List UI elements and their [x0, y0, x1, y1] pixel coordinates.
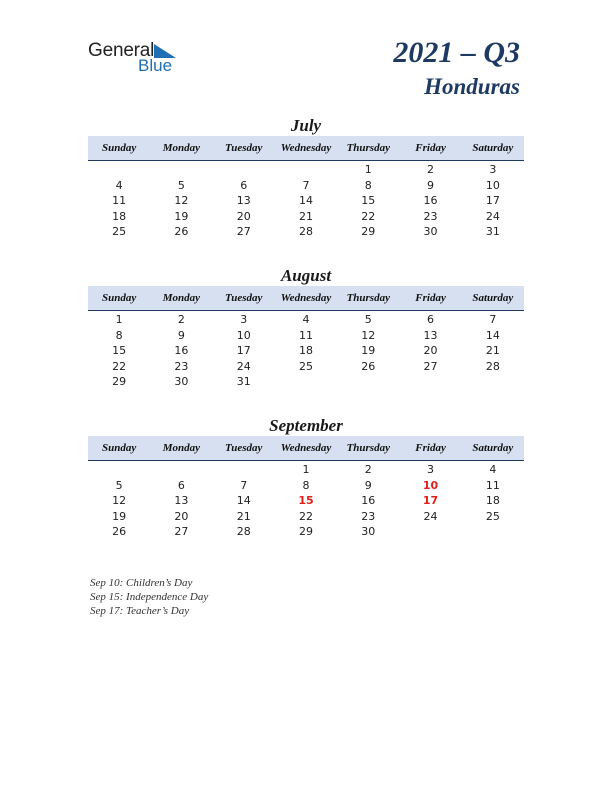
date-cell: 16	[423, 194, 438, 207]
date-cell: 19	[174, 209, 189, 223]
date-cell: 18	[298, 344, 313, 357]
date-cell: 19	[361, 344, 376, 357]
week-row	[88, 478, 524, 494]
date-cell: 10	[485, 178, 500, 192]
weekday-label: Wednesday	[280, 292, 332, 304]
date-cell: 3	[427, 463, 435, 476]
date-cell: 30	[361, 525, 376, 538]
date-cell: 17	[485, 194, 500, 207]
date-cell: 27	[174, 525, 189, 538]
week-row	[88, 359, 524, 375]
date-cell: 8	[302, 478, 310, 492]
date-cell: 4	[489, 463, 497, 476]
date-cell: 21	[298, 209, 313, 223]
week-row	[88, 462, 524, 478]
date-cell: 17	[236, 344, 251, 357]
date-cell: 31	[485, 225, 500, 238]
date-cell: 31	[236, 375, 251, 388]
weekday-label: Thursday	[346, 442, 390, 454]
holiday-date-cell: 10	[422, 478, 439, 492]
date-cell: 12	[361, 328, 376, 342]
date-cell: 20	[236, 209, 251, 223]
generalblue-logo	[88, 40, 188, 76]
date-cell: 7	[240, 478, 248, 492]
date-cell: 3	[240, 313, 248, 326]
weekday-label: Thursday	[346, 292, 390, 304]
date-cell: 27	[423, 359, 438, 373]
date-cell: 7	[302, 178, 310, 192]
date-cell: 8	[115, 328, 123, 342]
empty-cell	[462, 524, 524, 540]
page-title: 2021 – Q3	[393, 36, 520, 69]
week-row	[88, 178, 524, 194]
empty-cell	[462, 374, 524, 390]
date-cell: 2	[177, 313, 185, 326]
weekday-label: Tuesday	[224, 142, 263, 154]
date-cell: 28	[485, 359, 500, 373]
date-cell: 16	[361, 494, 376, 507]
date-cell: 20	[174, 509, 189, 523]
date-cell: 23	[174, 359, 189, 373]
date-cell: 9	[364, 478, 372, 492]
date-cell: 27	[236, 225, 251, 238]
weekday-label: Friday	[415, 442, 446, 454]
date-cell: 22	[298, 509, 313, 523]
date-cell: 28	[236, 525, 251, 538]
empty-cell	[399, 524, 461, 540]
week-row	[88, 224, 524, 240]
month-name: July	[290, 116, 322, 135]
date-cell: 5	[364, 313, 372, 326]
date-cell: 9	[427, 178, 435, 192]
week-row	[88, 328, 524, 344]
date-cell: 13	[174, 494, 189, 507]
date-cell: 14	[485, 328, 500, 342]
date-cell: 4	[115, 178, 123, 192]
date-cell: 25	[485, 509, 500, 523]
date-cell: 5	[115, 478, 123, 492]
week-row	[88, 193, 524, 209]
weekday-label: Tuesday	[224, 292, 263, 304]
date-cell: 21	[485, 344, 500, 357]
empty-cell	[213, 462, 275, 478]
holiday-date-cell: 15	[298, 494, 314, 507]
week-row	[88, 343, 524, 359]
date-cell: 12	[112, 494, 127, 507]
week-row	[88, 493, 524, 509]
empty-cell	[88, 162, 150, 178]
date-cell: 28	[298, 225, 313, 238]
date-cell: 6	[177, 478, 185, 492]
date-cell: 24	[236, 359, 251, 373]
holiday-note: Sep 17: Teacher’s Day	[90, 605, 190, 617]
weekday-label: Sunday	[102, 442, 137, 454]
logo-word-blue: Blue	[138, 56, 173, 75]
date-cell: 23	[361, 509, 376, 523]
date-cell: 13	[423, 328, 438, 342]
date-cell: 12	[174, 194, 189, 207]
weekday-label: Saturday	[472, 292, 514, 304]
date-cell: 18	[112, 209, 127, 223]
weekday-header-row	[88, 136, 524, 161]
weekday-label: Saturday	[472, 142, 514, 154]
month-block-july	[88, 116, 524, 240]
empty-cell	[337, 374, 399, 390]
date-cell: 8	[364, 178, 372, 192]
date-cell: 22	[112, 359, 127, 373]
date-cell: 10	[236, 328, 251, 342]
date-cell: 26	[112, 525, 127, 538]
weekday-header-row	[88, 436, 524, 461]
holiday-note: Sep 10: Children’s Day	[90, 577, 193, 589]
empty-cell	[399, 374, 461, 390]
date-cell: 29	[112, 375, 127, 388]
date-cell: 19	[112, 509, 127, 523]
date-cell: 6	[427, 313, 435, 326]
date-cell: 26	[361, 359, 376, 373]
month-name: September	[269, 416, 343, 435]
empty-cell	[213, 162, 275, 178]
holiday-note: Sep 15: Independence Day	[90, 591, 209, 603]
week-row	[88, 524, 524, 540]
date-cell: 7	[489, 313, 497, 326]
date-cell: 25	[112, 225, 127, 238]
month-name: August	[280, 266, 332, 285]
weekday-label: Sunday	[102, 292, 137, 304]
weekday-label: Friday	[415, 292, 446, 304]
date-cell: 1	[115, 313, 123, 326]
date-cell: 11	[298, 328, 313, 342]
weekday-label: Thursday	[346, 142, 390, 154]
date-cell: 29	[298, 525, 313, 538]
date-cell: 15	[361, 194, 376, 207]
date-cell: 24	[485, 209, 500, 223]
weekday-header-row	[88, 286, 524, 311]
weekday-label: Monday	[162, 442, 201, 454]
weekday-label: Sunday	[102, 142, 137, 154]
weekday-label: Monday	[162, 292, 201, 304]
date-cell: 23	[423, 209, 438, 223]
empty-cell	[150, 462, 212, 478]
week-row	[88, 509, 524, 525]
date-cell: 15	[112, 344, 127, 357]
weekday-label: Wednesday	[280, 442, 332, 454]
holiday-notes	[90, 576, 208, 618]
empty-cell	[150, 162, 212, 178]
weekday-label: Tuesday	[224, 442, 263, 454]
date-cell: 11	[485, 478, 500, 492]
month-block-august	[88, 266, 524, 390]
week-row	[88, 312, 524, 328]
weekday-label: Saturday	[472, 442, 514, 454]
country-name: Honduras	[424, 74, 520, 99]
date-cell: 1	[302, 463, 310, 476]
empty-cell	[88, 462, 150, 478]
date-cell: 18	[485, 494, 500, 507]
weekday-label: Friday	[415, 142, 446, 154]
date-cell: 9	[177, 328, 185, 342]
date-cell: 5	[177, 178, 185, 192]
date-cell: 25	[298, 359, 313, 373]
date-cell: 24	[423, 509, 438, 523]
date-cell: 22	[361, 209, 376, 223]
empty-cell	[275, 374, 337, 390]
date-cell: 30	[423, 225, 438, 238]
date-cell: 2	[427, 163, 435, 176]
date-cell: 16	[174, 344, 189, 357]
date-cell: 2	[364, 463, 372, 476]
date-cell: 13	[236, 194, 251, 207]
week-row	[88, 162, 524, 178]
week-row	[88, 374, 524, 390]
date-cell: 20	[423, 344, 438, 357]
month-block-september	[88, 416, 524, 540]
empty-cell	[275, 162, 337, 178]
date-cell: 14	[236, 494, 251, 507]
weekday-label: Monday	[162, 142, 201, 154]
date-cell: 30	[174, 375, 189, 388]
date-cell: 4	[302, 313, 310, 326]
date-cell: 29	[361, 225, 376, 238]
holiday-date-cell: 17	[422, 494, 439, 507]
date-cell: 3	[489, 163, 497, 176]
date-cell: 21	[236, 509, 251, 523]
date-cell: 11	[112, 194, 127, 207]
date-cell: 6	[240, 178, 248, 192]
date-cell: 14	[298, 194, 313, 207]
weekday-label: Wednesday	[280, 142, 332, 154]
date-cell: 26	[174, 225, 189, 238]
week-row	[88, 209, 524, 225]
logo-word-general: General	[88, 40, 155, 61]
date-cell: 1	[364, 163, 372, 176]
